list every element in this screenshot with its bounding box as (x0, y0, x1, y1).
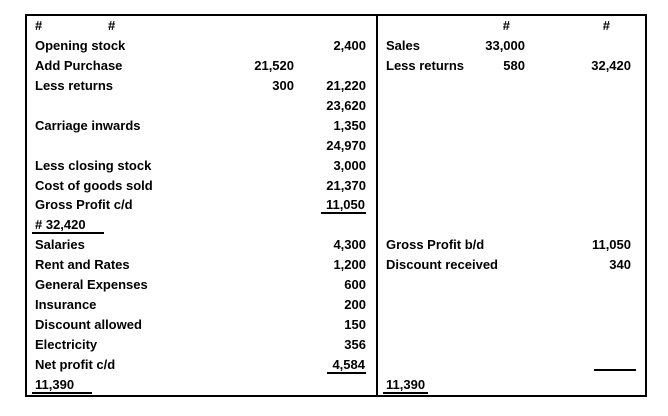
label-cell (35, 255, 199, 275)
row-label: 11,390 (32, 375, 92, 394)
amount-outer: 150 (344, 317, 366, 333)
currency-hash-header: # (108, 18, 116, 34)
label-cell (35, 295, 199, 315)
table-row (378, 335, 645, 355)
trading-profit-loss-table (25, 14, 647, 397)
table-row (27, 215, 376, 235)
table-row (27, 176, 376, 196)
header-label-cell (35, 16, 199, 36)
label-cell (35, 56, 199, 76)
amount-cell-1 (459, 56, 525, 76)
row-label: Net profit c/d (35, 356, 116, 372)
amount-outer: 11,050 (321, 195, 366, 214)
amount-outer: 200 (344, 297, 366, 313)
amount-cell-2 (294, 116, 366, 136)
debit-section (27, 16, 376, 395)
table-row (27, 96, 376, 116)
table-row (378, 136, 645, 156)
amount-cell-1 (459, 36, 525, 56)
amount-cell-2 (294, 255, 366, 275)
amount-cell-1 (199, 56, 294, 76)
label-cell (386, 36, 459, 56)
amount-cell-2 (294, 235, 366, 255)
amount-inner: 21,520 (254, 57, 294, 73)
table-row (378, 375, 645, 395)
amount-cell-2 (525, 355, 631, 377)
amount-outer: 340 (609, 257, 631, 273)
row-label: Less returns (35, 77, 114, 93)
table-row (27, 116, 376, 136)
amount-cell-2 (294, 96, 366, 116)
row-label: Discount received (386, 257, 498, 273)
row-label: Discount allowed (35, 317, 142, 333)
row-label: Salaries (35, 237, 85, 253)
label-cell (35, 76, 199, 96)
label-cell (35, 36, 199, 56)
table-row (27, 295, 376, 315)
label-cell (386, 375, 459, 395)
label-cell (35, 315, 199, 335)
amount-cell-2 (525, 56, 631, 76)
row-label: Insurance (35, 297, 97, 313)
amount-cell-1 (199, 76, 294, 96)
amount-cell-2 (294, 36, 366, 56)
amount-cell-2 (294, 195, 366, 215)
amount-outer: 24,970 (326, 137, 366, 153)
row-label: Cost of goods sold (35, 177, 153, 193)
table-row (378, 195, 645, 215)
amount-outer: 600 (344, 277, 366, 293)
row-label: Rent and Rates (35, 257, 130, 273)
amount-cell-2 (294, 295, 366, 315)
amount-outer: 1,350 (333, 117, 366, 133)
header-row (378, 16, 645, 36)
amount-outer: 21,370 (326, 177, 366, 193)
table-row (27, 275, 376, 295)
row-label: Less returns (386, 57, 465, 73)
amount-outer: 4,300 (333, 237, 366, 253)
header-amount-cell-1 (459, 16, 525, 36)
amount-cell-2 (294, 355, 366, 375)
table-row (27, 56, 376, 76)
row-label: Sales (386, 37, 420, 53)
row-label: Gross Profit b/d (386, 237, 485, 253)
row-label: # 32,420 (32, 215, 104, 234)
amount-cell-2 (294, 335, 366, 355)
row-label: Opening stock (35, 37, 126, 53)
label-cell (35, 156, 199, 176)
amount-outer: 21,220 (326, 77, 366, 93)
amount-cell-2 (294, 176, 366, 196)
label-cell (35, 235, 199, 255)
label-cell (386, 255, 498, 275)
amount-outer: 32,420 (591, 57, 631, 73)
table-row (378, 156, 645, 176)
table-row (378, 176, 645, 196)
table-row (378, 96, 645, 116)
header-amount-cell-2 (525, 16, 631, 36)
label-cell (35, 275, 199, 295)
row-label: General Expenses (35, 277, 148, 293)
amount-cell-2 (525, 255, 631, 275)
row-label: Carriage inwards (35, 117, 141, 133)
table-row (378, 235, 645, 255)
empty-total-line (594, 355, 636, 371)
table-row (27, 195, 376, 215)
amount-inner: 300 (272, 77, 294, 93)
header-row (27, 16, 376, 36)
table-row (378, 36, 645, 56)
credit-section (376, 16, 645, 395)
amount-outer: 2,400 (333, 37, 366, 53)
table-row (27, 235, 376, 255)
table-row (27, 315, 376, 335)
label-cell (35, 375, 199, 395)
label-cell (35, 355, 199, 375)
amount-cell-2 (294, 156, 366, 176)
label-cell (35, 116, 199, 136)
table-row (378, 315, 645, 335)
amount-outer: 356 (344, 337, 366, 353)
row-label: Less closing stock (35, 157, 152, 173)
table-row (27, 76, 376, 96)
table-row (378, 56, 645, 76)
amount-cell-2 (294, 315, 366, 335)
row-label: Add Purchase (35, 57, 123, 73)
label-cell (35, 195, 199, 215)
table-row (378, 76, 645, 96)
amount-cell-2 (525, 235, 631, 255)
amount-outer: 3,000 (333, 157, 366, 173)
row-label: Gross Profit c/d (35, 197, 133, 213)
amount-cell-2 (294, 275, 366, 295)
amount-outer: 23,620 (326, 97, 366, 113)
table-row (378, 215, 645, 235)
amount-inner: 580 (503, 57, 525, 73)
row-label: 11,390 (383, 375, 428, 394)
table-row (27, 136, 376, 156)
table-row (378, 355, 645, 375)
table-row (27, 255, 376, 275)
label-cell (35, 335, 199, 355)
label-cell (35, 215, 199, 235)
row-label: Electricity (35, 337, 98, 353)
amount-outer: 11,050 (591, 237, 631, 253)
table-row (378, 295, 645, 315)
amount-outer: 1,200 (333, 257, 366, 273)
amount-cell-2 (294, 136, 366, 156)
table-row (378, 255, 645, 275)
table-row (27, 156, 376, 176)
label-cell (386, 56, 465, 76)
table-row (378, 275, 645, 295)
amount-inner: 33,000 (485, 37, 525, 53)
table-row (27, 36, 376, 56)
currency-hash-header: # (602, 18, 610, 34)
table-row (27, 335, 376, 355)
table-row (27, 375, 376, 395)
amount-cell-2 (294, 76, 366, 96)
currency-hash-header: # (502, 18, 510, 34)
table-row (378, 116, 645, 136)
label-cell (386, 235, 485, 255)
table-row (27, 355, 376, 375)
label-cell (35, 176, 199, 196)
currency-hash-header: # (35, 18, 43, 34)
amount-outer: 4,584 (327, 355, 366, 374)
